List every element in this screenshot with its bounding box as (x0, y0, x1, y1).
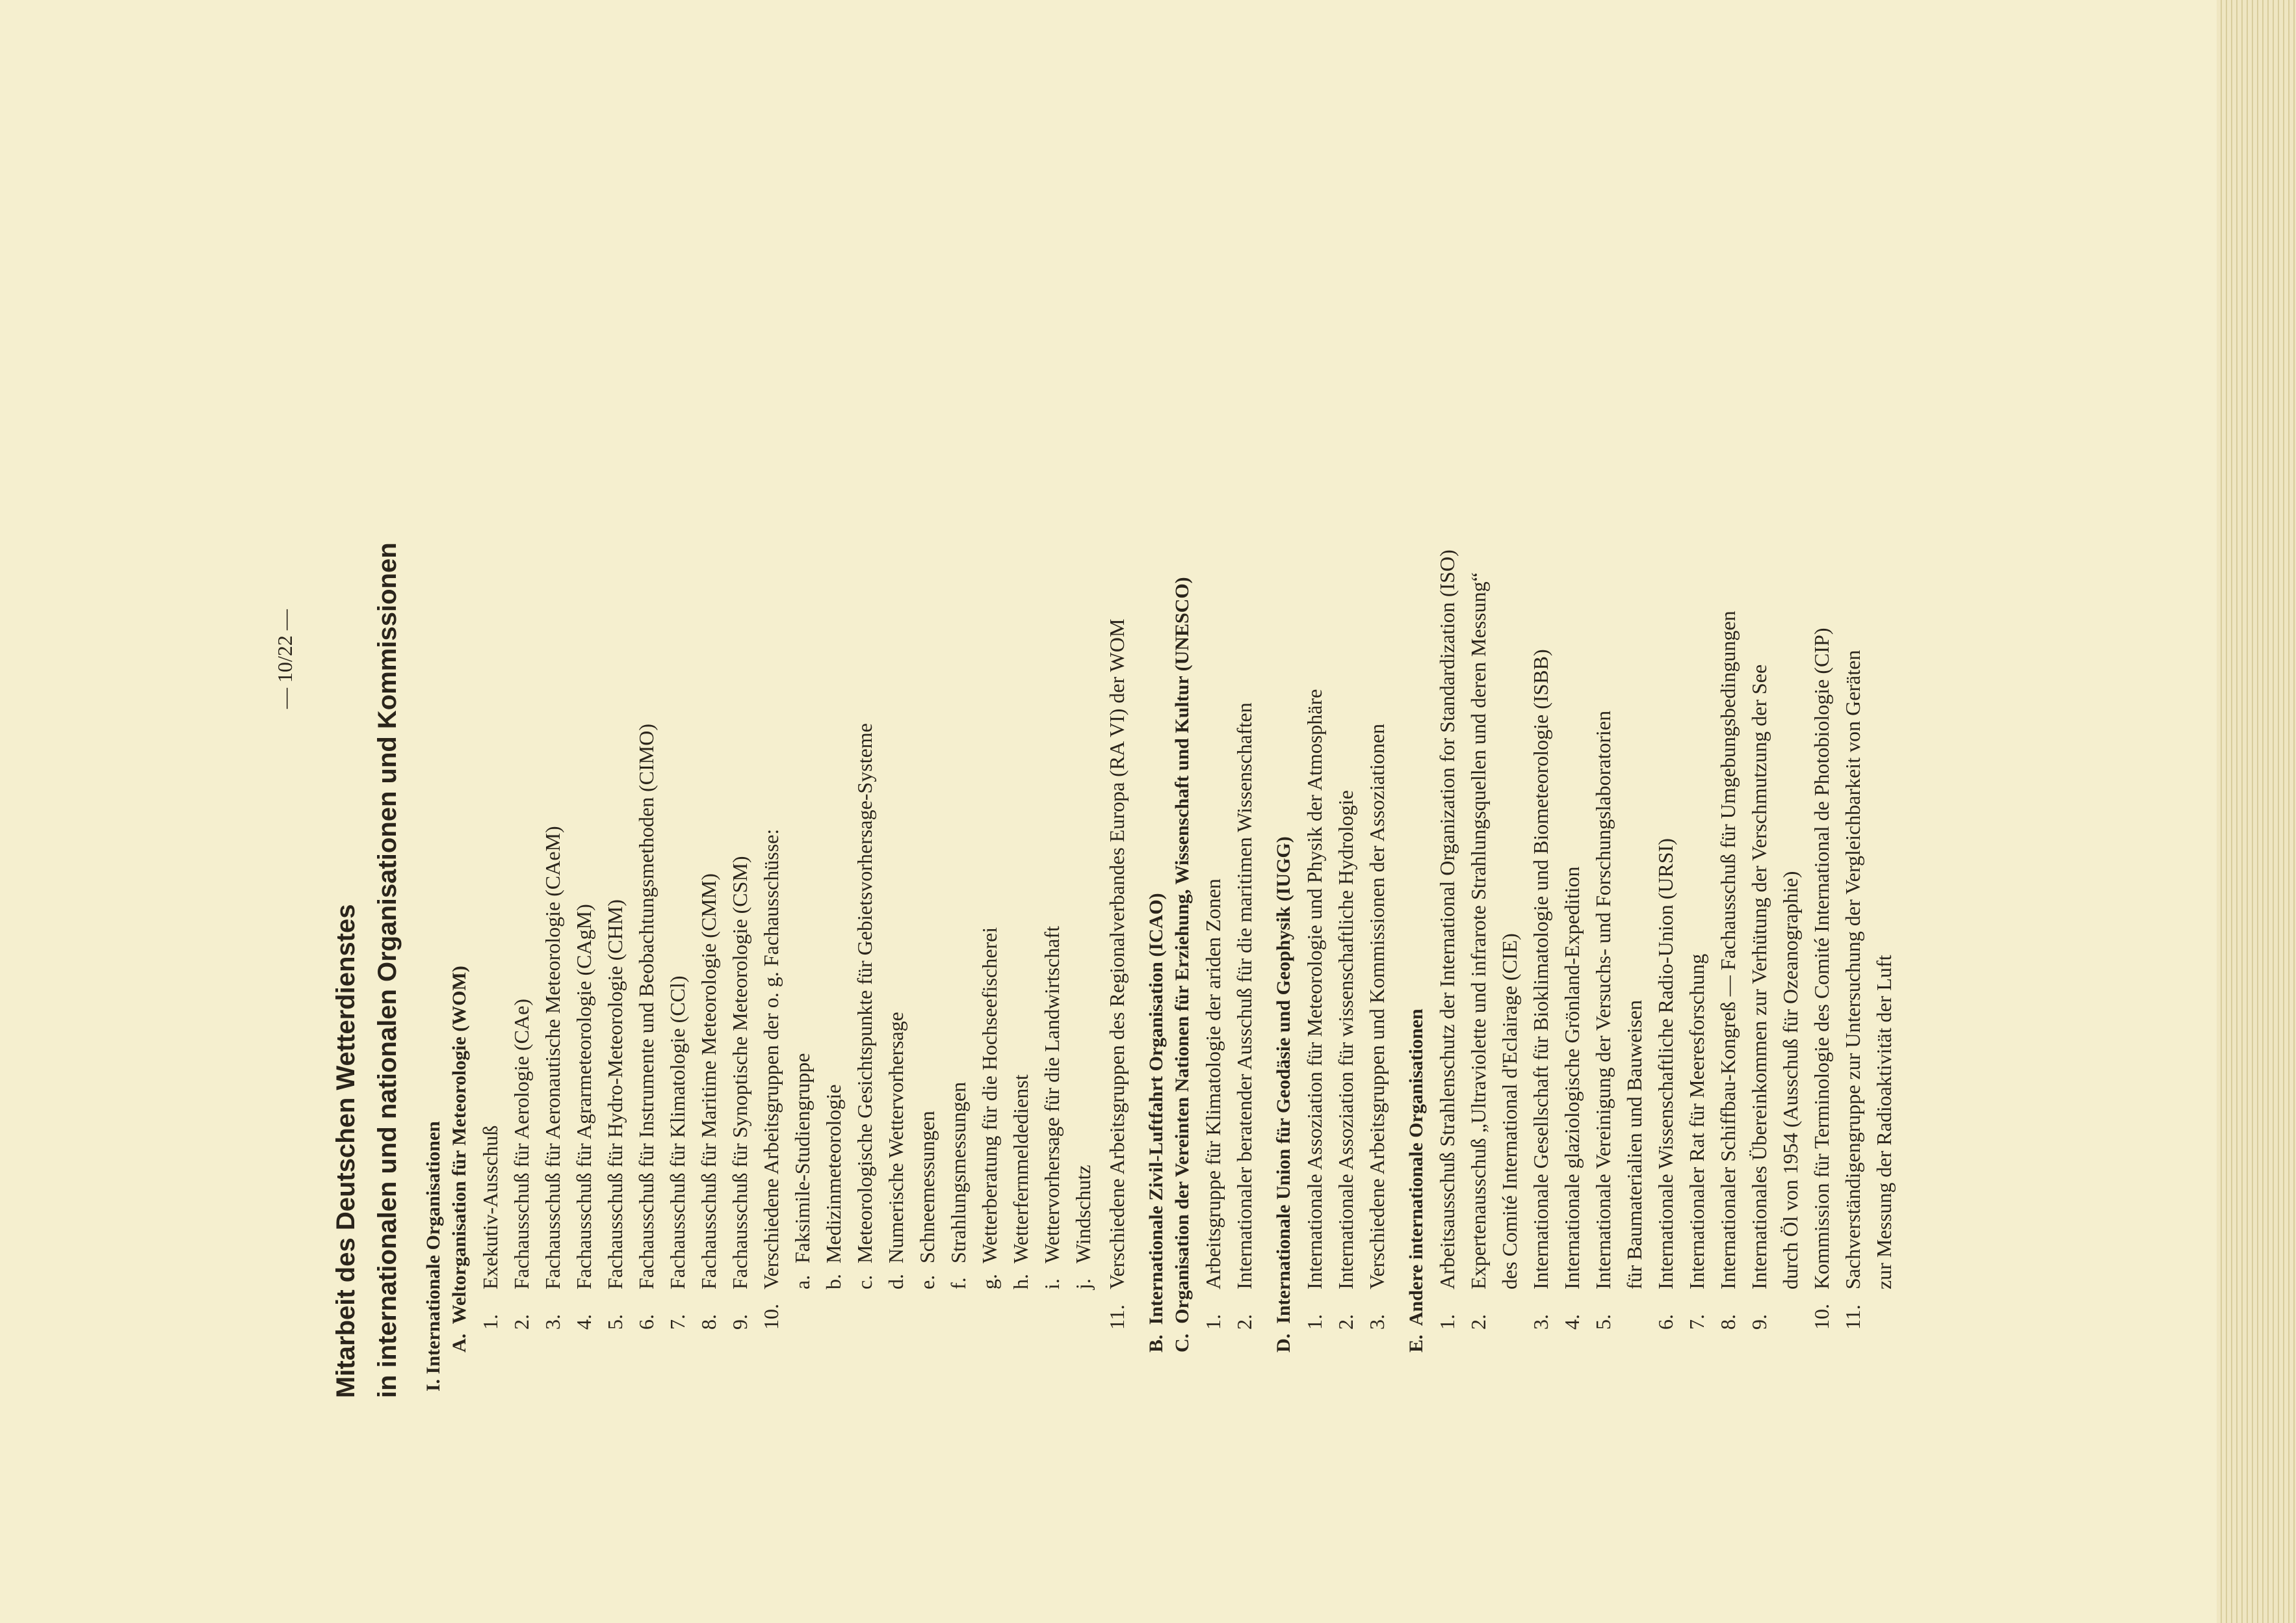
item-text: Fachausschuß für Maritime Meteorologie (CMM) (697, 873, 720, 1289)
item-text: Internationale Gesellschaft für Bioklimatologie und Biometeorologie (ISBB) (1529, 649, 1552, 1289)
list-item (1650, 549, 1681, 1330)
item-number: 9. (728, 1314, 751, 1330)
item-number: 1. (1201, 1314, 1225, 1330)
item-number: 1. (1435, 1314, 1459, 1330)
item-text: Internationale Vereinigung der Versuchs- und Forschungslaboratorien (1591, 710, 1615, 1289)
list-item (1101, 619, 1132, 1330)
item-number: 7. (1685, 1314, 1708, 1330)
section-b-label: B. (1145, 1334, 1167, 1352)
item-number: 4. (572, 1314, 595, 1330)
item-number: c. (853, 1274, 876, 1289)
item-text: Strahlungsmessungen (946, 1081, 970, 1263)
item-text: Fachausschuß für Agrarmeteorologie (CAgM) (572, 904, 595, 1289)
item-number: 11. (1105, 1304, 1128, 1330)
list-item (849, 619, 880, 1289)
item-number: b. (822, 1274, 845, 1289)
list-item (755, 619, 787, 1330)
list-item-continuation: des Comité International d'Eclairage (CIE) (1498, 933, 1521, 1289)
item-number: 7. (666, 1314, 689, 1330)
list-item (599, 619, 631, 1330)
item-number: 5. (603, 1314, 627, 1330)
item-text: Faksimile-Studiengruppe (790, 1053, 814, 1263)
list-item (1036, 619, 1067, 1289)
item-text: Wettervorhersage für die Landwirtschaft (1040, 926, 1063, 1263)
item-text: Internationaler beratender Ausschuß für die maritimen Wissenschaften (1233, 702, 1256, 1289)
list-item (662, 619, 693, 1330)
section-d-heading (1273, 836, 1295, 1352)
item-number: 9. (1747, 1314, 1771, 1330)
item-text: Expertenausschuß „Ultraviolette und infrarote Strahlungsquellen und deren Messung“ (1467, 572, 1490, 1289)
item-text: Wetterberatung für die Hochseefischerei (978, 927, 1001, 1263)
list-item (818, 619, 849, 1289)
item-text: Fachausschuß für Aeronautische Meteorologie (CAeM) (541, 826, 564, 1289)
section-c-list (1197, 702, 1260, 1330)
item-number: 10. (759, 1304, 783, 1330)
section-d-list (1299, 689, 1392, 1330)
list-item (1806, 549, 1837, 1330)
item-text: Internationale Wissenschaftliche Radio-Union (URSI) (1654, 838, 1677, 1289)
page-number: — 10/22 — (273, 609, 296, 709)
item-text: Meteorologische Gesichtspunkte für Gebietsvorhersage-Systeme (853, 723, 876, 1263)
section-d-title: Internationale Union für Geodäsie und Geophysik (IUGG) (1273, 836, 1294, 1324)
list-item (631, 619, 662, 1330)
list-item-continuation: für Baumaterialien und Bauweisen (1623, 999, 1646, 1289)
item-text: Verschiedene Arbeitsgruppen der o. g. Fachausschüsse: (759, 828, 783, 1289)
list-item (475, 619, 506, 1330)
item-text: Fachausschuß für Hydro-Meteorologie (CHM) (603, 899, 627, 1289)
list-item (1525, 549, 1556, 1330)
item-number: 1. (1303, 1314, 1326, 1330)
item-number: 3. (1365, 1314, 1389, 1330)
item-number: 3. (541, 1314, 564, 1330)
item-text: Internationaler Rat für Meeresforschung (1685, 953, 1708, 1289)
list-item (1556, 549, 1587, 1330)
list-item (974, 619, 1005, 1289)
page-title (325, 542, 408, 1398)
list-item (1197, 702, 1229, 1330)
section-a-title: Weltorganisation für Meteorologie (WOM) (449, 966, 470, 1325)
list-item (1587, 549, 1619, 1330)
item-number: 8. (1716, 1314, 1740, 1330)
item-number: 5. (1591, 1314, 1615, 1330)
list-item (1463, 549, 1494, 1330)
list-item-continuation: durch Öl von 1954 (Ausschuß für Ozeanographie) (1779, 871, 1802, 1289)
list-item (1005, 619, 1036, 1289)
item-text: Internationale Assoziation für wissenschaftliche Hydrologie (1334, 790, 1357, 1289)
item-text: Schneemessungen (915, 1111, 939, 1263)
item-number: e. (915, 1274, 939, 1289)
section-a-heading (449, 966, 471, 1352)
item-number: 6. (634, 1314, 658, 1330)
section-e-list (1431, 549, 1899, 1330)
item-number: 10. (1810, 1304, 1833, 1330)
list-item (1229, 702, 1260, 1330)
item-text: Arbeitsgruppe für Klimatologie der ariden Zonen (1201, 878, 1225, 1289)
list-item (880, 619, 911, 1289)
item-number: 2. (1334, 1314, 1357, 1330)
section-b-heading (1145, 893, 1168, 1352)
item-text: Fachausschuß für Instrumente und Beobachtungsmethoden (CIMO) (634, 723, 658, 1289)
item-number: 6. (1654, 1314, 1677, 1330)
section-c-title: Organisation der Vereinten Nationen für Erziehung, Wissenschaft und Kultur (UNESCO) (1171, 577, 1193, 1324)
rotated-page-content (273, 0, 2296, 1398)
item-number: 11. (1841, 1304, 1864, 1330)
item-text: Verschiedene Arbeitsgruppen des Regionalverbandes Europa (RA VI) der WOM (1105, 618, 1128, 1289)
item-number: 3. (1529, 1314, 1552, 1330)
item-text: Internationale Assoziation für Meteorologie und Physik der Atmosphäre (1303, 689, 1326, 1289)
item-number: 2. (510, 1314, 533, 1330)
item-number: j. (1071, 1278, 1095, 1289)
item-text: Internationale glaziologische Grönland-Expedition (1560, 866, 1584, 1289)
list-item (1743, 549, 1775, 1330)
list-item (1067, 619, 1099, 1289)
item-text: Verschiedene Arbeitsgruppen und Kommissionen der Assoziationen (1365, 723, 1389, 1289)
item-number: f. (946, 1277, 970, 1289)
list-item (568, 619, 599, 1330)
item-number: 2. (1233, 1314, 1256, 1330)
title-line-1: Mitarbeit des Deutschen Wetterdienstes (332, 904, 360, 1398)
item-text: Sachverständigengruppe zur Untersuchung der Vergleichbarkeit von Geräten (1841, 650, 1864, 1289)
item-text: Fachausschuß für Klimatologie (CCl) (666, 975, 689, 1289)
item-number: a. (790, 1274, 814, 1289)
item-number: g. (978, 1274, 1001, 1289)
item-text: Medizinmeteorologie (822, 1084, 845, 1263)
section-c-heading (1171, 577, 1194, 1352)
item-text: Fachausschuß für Aerologie (CAe) (510, 999, 533, 1289)
section-b-title: Internationale Zivil-Luftfahrt Organisation (ICAO) (1145, 893, 1167, 1325)
item-number: d. (884, 1274, 907, 1289)
list-item (1431, 549, 1463, 1330)
section-a-list (475, 619, 1132, 1330)
item-number: h. (1009, 1274, 1032, 1289)
item-text: Numerische Wettervorhersage (884, 1012, 907, 1263)
list-item (1330, 689, 1361, 1330)
part-heading (423, 1121, 445, 1392)
item-number: i. (1040, 1278, 1063, 1289)
item-text: Internationaler Schiffbau-Kongreß — Fachausschuß für Umgebungsbedingungen (1716, 611, 1740, 1289)
section-e-label: E. (1405, 1334, 1427, 1352)
section-d-label: D. (1273, 1333, 1294, 1352)
item-text: Fachausschuß für Synoptische Meteorologie (CSM) (728, 856, 751, 1289)
item-number: 1. (478, 1314, 502, 1330)
list-item-continuation: zur Messung der Radioaktivität der Luft (1872, 955, 1896, 1289)
list-item (537, 619, 568, 1330)
list-item (1681, 549, 1712, 1330)
item-text: Internationales Übereinkommen zur Verhütung der Verschmutzung der See (1747, 664, 1771, 1289)
item-text: Kommission für Terminologie des Comité International de Photobiologie (CIP) (1810, 627, 1833, 1289)
item-text: Arbeitsausschuß Strahlenschutz der International Organization for Standardization (ISO) (1435, 549, 1459, 1289)
item-text: Exekutiv-Ausschuß (478, 1125, 502, 1289)
list-item (943, 619, 974, 1289)
item-number: 2. (1467, 1314, 1490, 1330)
section-e-title: Andere internationale Organisationen (1405, 1009, 1427, 1326)
item-number: 4. (1560, 1314, 1584, 1330)
item-text: Wetterfernmeldedienst (1009, 1074, 1032, 1263)
list-item (506, 619, 537, 1330)
list-item (724, 619, 755, 1330)
item-number: 8. (697, 1314, 720, 1330)
list-item (1712, 549, 1743, 1330)
item-text: Windschutz (1071, 1165, 1095, 1263)
list-item (911, 619, 943, 1289)
section-a-label: A. (449, 1333, 470, 1352)
list-item (1837, 549, 1868, 1330)
part-heading-text: I. Internationale Organisationen (423, 1121, 444, 1392)
section-a-sublist (787, 619, 1099, 1330)
section-c-label: C. (1171, 1333, 1193, 1352)
list-item (1299, 689, 1330, 1330)
list-item (693, 619, 724, 1330)
list-item (1361, 689, 1392, 1330)
title-line-2: in internationalen und nationalen Organisationen und Kommissionen (373, 542, 402, 1398)
list-item (787, 619, 818, 1289)
section-e-heading (1405, 1009, 1428, 1352)
